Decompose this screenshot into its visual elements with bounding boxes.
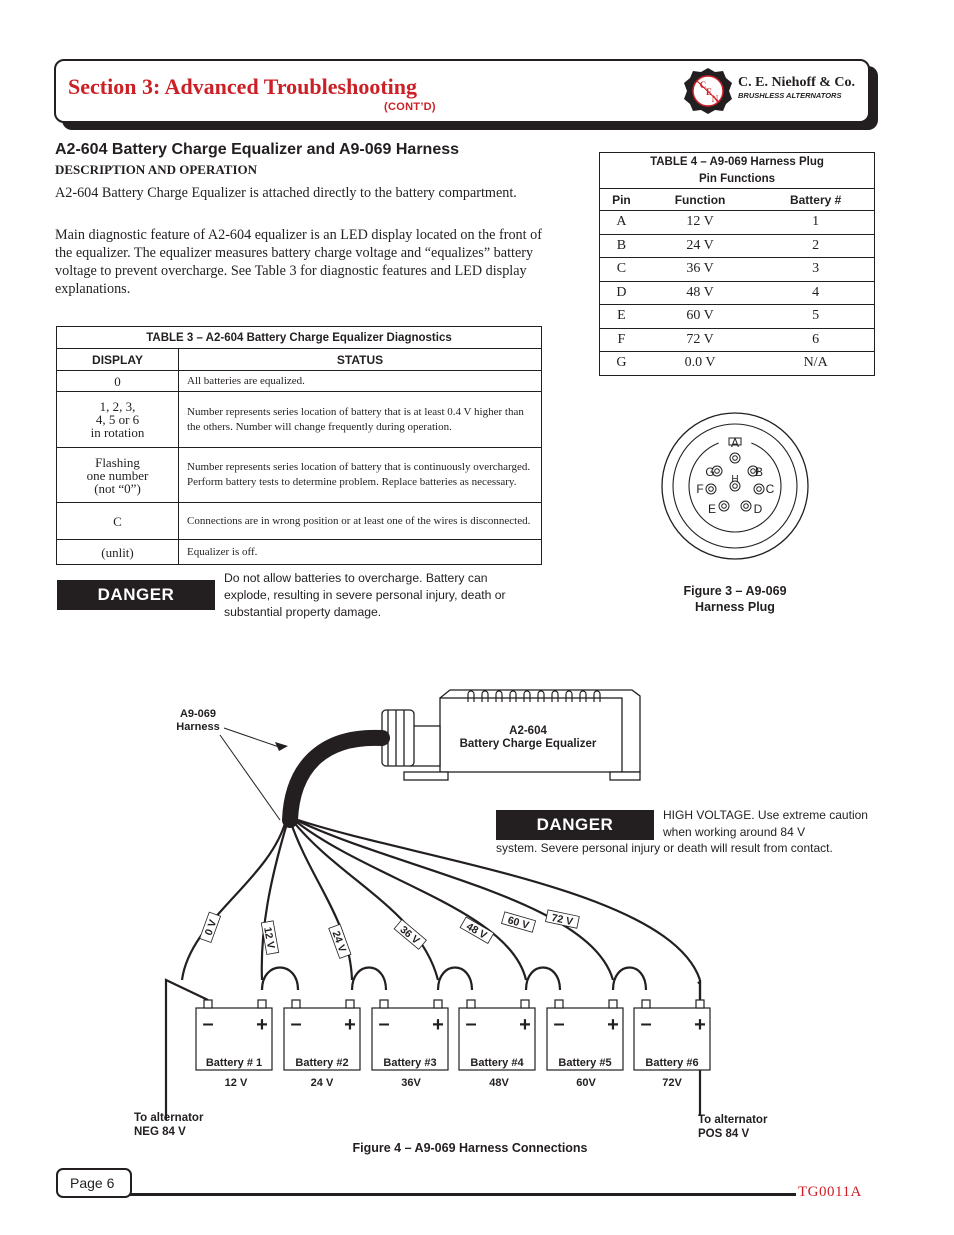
figure-3-caption-line2: Harness Plug	[695, 600, 775, 614]
battery-voltage: 36V	[401, 1077, 421, 1089]
pin-label-e: E	[707, 502, 717, 516]
function-cell: 36 V	[643, 258, 757, 282]
pin-cell: G	[600, 352, 643, 376]
pin-cell: E	[600, 305, 643, 329]
battery-plus: +	[519, 1014, 531, 1036]
display-value: (unlit)	[101, 544, 134, 560]
logo-letter-n: N	[711, 94, 719, 104]
pin-label-g: G	[705, 465, 715, 479]
company-name: C. E. Niehoff & Co.	[738, 75, 856, 90]
battery-minus: –	[378, 1013, 390, 1035]
table-row	[57, 448, 542, 503]
section-title: Section 3: Advanced Troubleshooting	[68, 74, 418, 99]
function-cell: 72 V	[643, 328, 757, 352]
table-3-header-display: DISPLAY	[57, 349, 179, 371]
harness-connections-diagram	[120, 680, 840, 1140]
pin-label-d: D	[753, 502, 763, 516]
battery-voltage: 12 V	[224, 1077, 248, 1089]
battery-plus: +	[256, 1014, 268, 1036]
wire-label: 60 V	[506, 914, 531, 932]
table-4-header-pin: Pin	[600, 189, 643, 211]
battery-name: Battery #4	[470, 1057, 524, 1069]
figure-3-caption	[660, 583, 810, 615]
wire-label: 48 V	[464, 920, 489, 942]
pos-lead-label-line2: POS 84 V	[698, 1128, 750, 1140]
display-value: in rotation	[90, 425, 145, 440]
pin-cell: A	[600, 211, 643, 235]
battery-minus: –	[290, 1013, 302, 1035]
equalizer-label-line2: Battery Charge Equalizer	[459, 738, 597, 750]
table-3-caption: TABLE 3 – A2-604 Battery Charge Equalizer Diagnostics	[57, 327, 542, 349]
battery-cell: 1	[757, 211, 874, 235]
danger-badge: DANGER	[496, 810, 654, 840]
article-subheading: DESCRIPTION AND OPERATION	[55, 162, 258, 177]
status-text: All batteries are equalized.	[179, 371, 542, 392]
table-row	[57, 371, 542, 392]
wire-label: 12 V	[261, 926, 277, 950]
harness-label-line1: A9-069	[179, 708, 217, 720]
status-text: Number represents series location of battery that is continuously overcharged. Perform battery tests to determine problem. Replace batteries as necessary.	[179, 448, 542, 503]
pin-label-c: C	[765, 482, 775, 496]
battery-plus: +	[694, 1014, 706, 1036]
neg-lead-label-line2: NEG 84 V	[134, 1126, 186, 1138]
display-value: 4, 5 or 6	[95, 412, 140, 427]
battery-minus: –	[202, 1013, 214, 1035]
function-cell: 12 V	[643, 211, 757, 235]
battery-voltage: 48V	[489, 1077, 509, 1089]
neg-lead-label-line1: To alternator	[134, 1112, 204, 1124]
table-4-pin-functions	[599, 152, 875, 376]
battery-voltage: 60V	[576, 1077, 596, 1089]
display-value: one number	[86, 467, 149, 483]
battery-name: Battery #2	[295, 1057, 349, 1069]
display-value: 1, 2, 3,	[99, 399, 136, 414]
harness-plug-diagram	[650, 408, 820, 568]
document-id: TG0011A	[798, 1184, 862, 1200]
table-row	[600, 258, 875, 282]
harness-label-line2: Harness	[176, 721, 220, 733]
function-cell: 48 V	[643, 281, 757, 305]
equalizer-label-line1: A2-604	[509, 725, 547, 737]
display-value: 0	[114, 373, 121, 389]
battery-cell: 4	[757, 281, 874, 305]
company-tagline: BRUSHLESS ALTERNATORS	[738, 91, 842, 100]
pin-cell: F	[600, 328, 643, 352]
function-cell: 24 V	[643, 234, 757, 258]
battery-plus: +	[607, 1014, 619, 1036]
table-4-header-battery: Battery #	[757, 189, 874, 211]
battery-cell: 2	[757, 234, 874, 258]
page-number: Page 6	[70, 1175, 115, 1191]
figure-3-caption-line1: Figure 3 – A9-069	[683, 584, 787, 598]
table-row	[600, 305, 875, 329]
danger-warning-text: Do not allow batteries to overcharge. Battery can explode, resulting in severe personal injury, death or substantial property damage.	[224, 571, 506, 619]
battery-name: Battery #5	[558, 1057, 612, 1069]
battery-plus: +	[432, 1014, 444, 1036]
danger-warning-text: HIGH VOLTAGE. Use extreme caution when working around 84 V	[663, 808, 868, 839]
table-3-header-status: STATUS	[179, 349, 542, 371]
table-row	[57, 540, 542, 565]
table-4-header-function: Function	[643, 189, 757, 211]
battery-minus: –	[553, 1013, 565, 1035]
table-row	[57, 392, 542, 448]
danger-warning-text-continued: system. Severe personal injury or death will result from contact.	[496, 841, 833, 855]
status-text: Number represents series location of battery that is at least 0.4 V higher than the others. Number will change frequently during operation.	[179, 392, 542, 448]
continued-label: (CONT’D)	[384, 101, 436, 113]
battery-name: Battery #3	[383, 1057, 437, 1069]
battery-voltage: 72V	[662, 1077, 682, 1089]
paragraph-2: Main diagnostic feature of A2-604 equalizer is an LED display located on the front of the equalizer. The equalizer measures battery charge voltage and “equalizes” battery voltage to prevent overcharge. See Table 3 for diagnostic features and LED display explanations.	[55, 227, 542, 297]
battery-name: Battery #6	[645, 1057, 699, 1069]
table-row	[57, 503, 542, 540]
display-value: C	[113, 513, 122, 529]
pin-label-h: H	[731, 474, 739, 485]
battery-cell: 5	[757, 305, 874, 329]
figure-4-caption: Figure 4 – A9-069 Harness Connections	[352, 1141, 588, 1155]
pin-cell: D	[600, 281, 643, 305]
battery-name: Battery # 1	[205, 1057, 263, 1069]
wire-label: 0 V	[202, 918, 220, 938]
danger-badge: DANGER	[57, 580, 215, 610]
footer-rule	[130, 1193, 796, 1196]
logo-letter-e: E	[705, 87, 713, 97]
battery-cell: 6	[757, 328, 874, 352]
battery-cell: 3	[757, 258, 874, 282]
battery-voltage: 24 V	[310, 1077, 334, 1089]
battery-plus: +	[344, 1014, 356, 1036]
table-4-caption-line1: TABLE 4 – A9-069 Harness Plug	[650, 155, 824, 168]
table-3-diagnostics	[56, 326, 542, 565]
logo-letter-c: C	[699, 80, 707, 90]
article-heading: A2-604 Battery Charge Equalizer and A9-069 Harness	[55, 141, 460, 158]
display-value: Flashing	[95, 454, 140, 470]
pin-cell: C	[600, 258, 643, 282]
pin-label-f: F	[696, 482, 704, 496]
pin-label-a: A	[730, 436, 740, 450]
battery-cell: N/A	[757, 352, 874, 376]
pos-lead-label-line1: To alternator	[698, 1114, 768, 1126]
wire-label: 72 V	[550, 911, 575, 929]
battery-minus: –	[465, 1013, 477, 1035]
battery-minus: –	[640, 1013, 652, 1035]
table-4-caption-line2: Pin Functions	[698, 172, 776, 185]
status-text: Equalizer is off.	[179, 540, 542, 565]
company-logo-icon	[682, 66, 734, 116]
table-row	[600, 328, 875, 352]
table-row	[600, 352, 875, 376]
wire-label: 36 V	[397, 923, 422, 947]
table-row	[600, 281, 875, 305]
table-row	[600, 234, 875, 258]
wire-label: 24 V	[329, 929, 349, 954]
pin-cell: B	[600, 234, 643, 258]
paragraph-1: A2-604 Battery Charge Equalizer is attached directly to the battery compartment.	[55, 185, 517, 201]
function-cell: 0.0 V	[643, 352, 757, 376]
display-value: (not “0”)	[94, 480, 141, 496]
function-cell: 60 V	[643, 305, 757, 329]
pin-label-b: B	[754, 465, 764, 479]
status-text: Connections are in wrong position or at least one of the wires is disconnected.	[179, 503, 542, 540]
table-row	[600, 211, 875, 235]
